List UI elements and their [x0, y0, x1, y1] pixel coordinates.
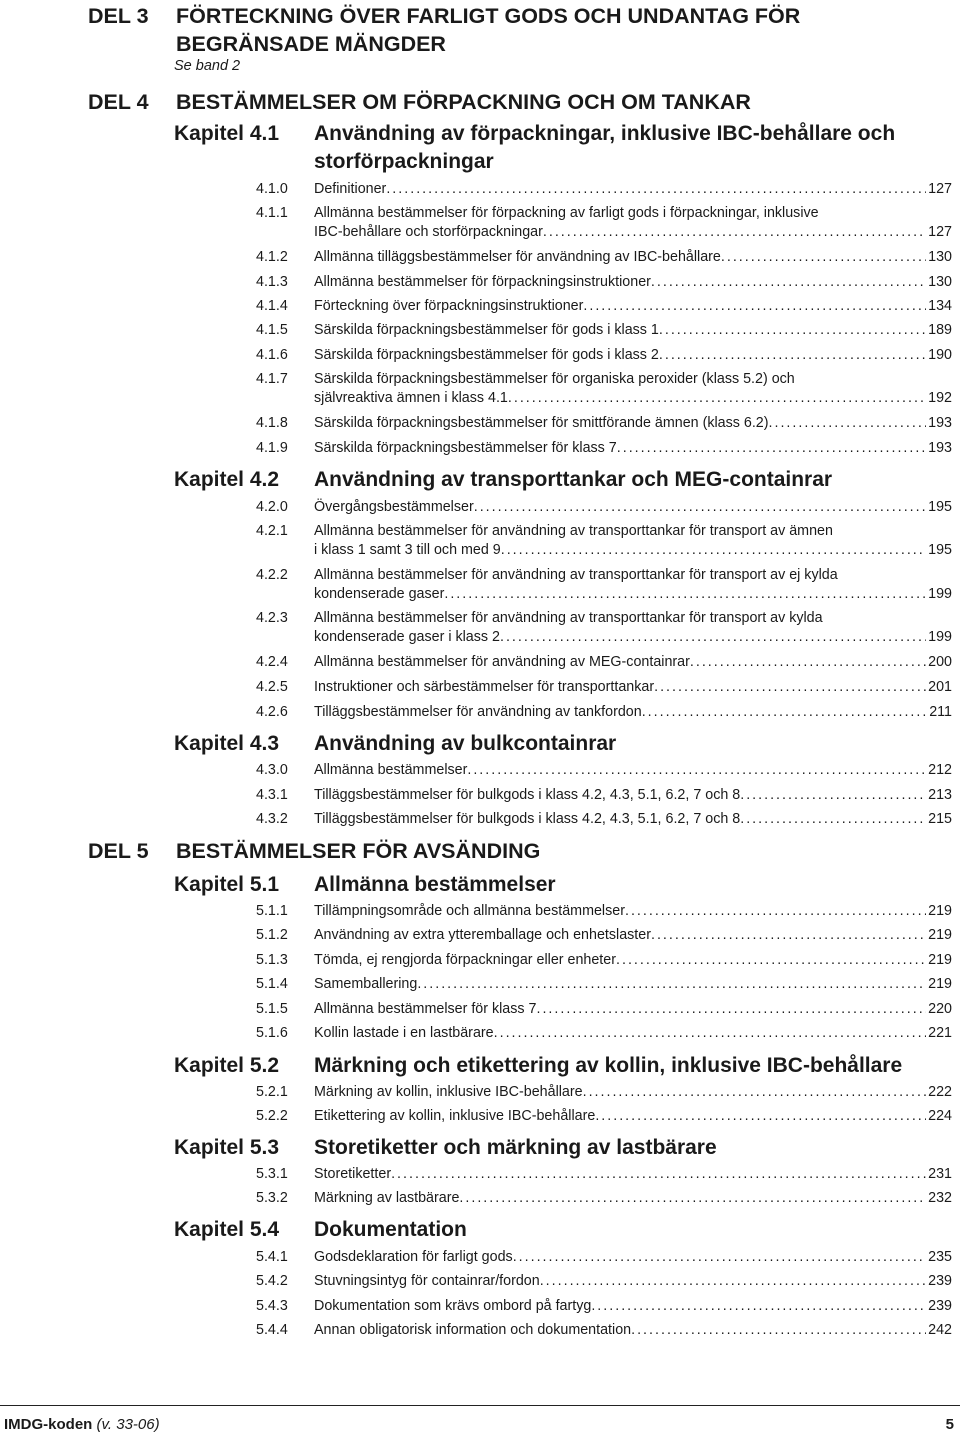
section-title: Kollin lastade i en lastbärare: [314, 1025, 494, 1041]
dot-leader: [740, 786, 926, 805]
page-number: 215: [928, 811, 952, 827]
part-heading-del3: [88, 2, 800, 58]
page-number: 189: [928, 322, 952, 338]
page-number: 199: [928, 628, 952, 645]
page-number: 200: [928, 654, 952, 670]
section-title-line1: Allmänna bestämmelser för användning av transporttankar för transport av ej kylda: [314, 567, 838, 583]
page-number: 193: [928, 440, 952, 456]
section-title: Tillämpningsområde och allmänna bestämmelser: [314, 903, 625, 919]
chapter-label: Kapitel 5.4: [174, 1218, 280, 1241]
section-number: 4.2.0: [256, 499, 288, 515]
section-title: Instruktioner och särbestämmelser för transporttankar: [314, 679, 655, 695]
section-title: Användning av extra ytteremballage och enhetslaster: [314, 927, 651, 943]
page-number: 219: [928, 903, 952, 919]
section-title: Märkning av kollin, inklusive IBC-behållare: [314, 1084, 583, 1100]
dot-leader: [508, 389, 926, 408]
chapter-label: Kapitel 5.1: [174, 873, 280, 896]
dot-leader: [583, 1083, 927, 1102]
section-number: 4.1.7: [256, 371, 288, 387]
part-number: DEL 4: [88, 90, 149, 114]
chapter-label: Kapitel 4.2: [174, 468, 280, 491]
section-title: Allmänna bestämmelser för klass 7: [314, 1001, 537, 1017]
page-number: 242: [928, 1322, 952, 1338]
dot-leader: [391, 1165, 926, 1184]
page-number: 134: [928, 298, 952, 314]
section-title: Särskilda förpackningsbestämmelser för smittförande ämnen (klass 6.2): [314, 415, 769, 431]
dot-leader: [467, 761, 926, 780]
section-number: 4.3.0: [256, 762, 288, 778]
section-number: 5.1.5: [256, 1001, 288, 1017]
chapter-title: Dokumentation: [314, 1218, 467, 1241]
section-number: 4.2.5: [256, 679, 288, 695]
section-number: 4.1.6: [256, 347, 288, 363]
part-number: DEL 3: [88, 4, 149, 28]
page-number: 195: [928, 541, 952, 558]
dot-leader: [444, 585, 926, 604]
page-number: 221: [928, 1025, 952, 1041]
dot-leader: [494, 1024, 927, 1043]
section-title: självreaktiva ämnen i klass 4.1: [314, 389, 508, 406]
section-number: 4.3.1: [256, 787, 288, 803]
section-number: 4.1.9: [256, 440, 288, 456]
dot-leader: [617, 439, 926, 458]
dot-leader: [591, 1297, 926, 1316]
section-title: Förteckning över förpackningsinstruktioner: [314, 298, 584, 314]
section-title: Märkning av lastbärare: [314, 1190, 460, 1206]
section-title: IBC-behållare och storförpackningar: [314, 223, 543, 240]
part-title-line2: BEGRÄNSADE MÄNGDER: [176, 32, 446, 56]
page-number: 219: [928, 927, 952, 943]
part-heading-del5: [88, 837, 540, 865]
chapter-title: Användning av transporttankar och MEG-containrar: [314, 468, 833, 491]
section-title: Stuvningsintyg för containrar/fordon: [314, 1273, 540, 1289]
chapter-label: Kapitel 4.1: [174, 122, 280, 145]
dot-leader: [474, 498, 926, 517]
section-title: Särskilda förpackningsbestämmelser för gods i klass 1: [314, 322, 659, 338]
page-number: 220: [928, 1001, 952, 1017]
dot-leader: [540, 1272, 926, 1291]
section-number: 4.2.6: [256, 704, 288, 720]
chapter-title: Allmänna bestämmelser: [314, 873, 556, 896]
part-heading-del4: [88, 88, 751, 116]
chapter-title: Märkning och etikettering av kollin, inklusive IBC-behållare: [314, 1054, 903, 1077]
page-number: 239: [928, 1273, 952, 1289]
dot-leader: [769, 414, 927, 433]
section-title: Tilläggsbestämmelser för bulkgods i klass 4.2, 4.3, 5.1, 6.2, 7 och 8: [314, 811, 741, 827]
section-title: kondenserade gaser i klass 2: [314, 628, 500, 645]
part-note: Se band 2: [174, 58, 241, 74]
section-title: Godsdeklaration för farligt gods: [314, 1249, 513, 1265]
part-number: DEL 5: [88, 839, 149, 863]
section-number: 4.2.4: [256, 654, 288, 670]
dot-leader: [417, 975, 926, 994]
section-title: Definitioner: [314, 181, 387, 197]
page-number: 235: [928, 1249, 952, 1265]
section-number: 4.1.4: [256, 298, 288, 314]
section-title: Annan obligatorisk information och dokumentation: [314, 1322, 632, 1338]
section-number: 5.2.2: [256, 1108, 288, 1124]
dot-leader: [659, 321, 926, 340]
page-number: 239: [928, 1298, 952, 1314]
section-title: Allmänna tilläggsbestämmelser för användning av IBC-behållare: [314, 249, 721, 265]
page-number: 127: [928, 181, 952, 197]
dot-leader: [616, 951, 926, 970]
page-number: 231: [928, 1166, 952, 1182]
dot-leader: [536, 1000, 926, 1019]
section-title-line1: Allmänna bestämmelser för förpackning av farligt gods i förpackningar, inklusive: [314, 205, 819, 221]
dot-leader: [721, 248, 926, 267]
section-title: i klass 1 samt 3 till och med 9: [314, 541, 501, 558]
section-number: 5.4.3: [256, 1298, 288, 1314]
dot-leader: [501, 541, 926, 560]
chapter-label: Kapitel 4.3: [174, 732, 280, 755]
part-title: BESTÄMMELSER FÖR AVSÄNDING: [176, 839, 541, 863]
section-number: 4.2.2: [256, 567, 288, 583]
chapter-title: Användning av bulkcontainrar: [314, 732, 617, 755]
dot-leader: [631, 1321, 926, 1340]
dot-leader: [659, 346, 926, 365]
section-title-line1: Allmänna bestämmelser för användning av transporttankar för transport av kylda: [314, 610, 823, 626]
section-number: 4.2.1: [256, 523, 288, 539]
chapter-title: Användning av förpackningar, inklusive IBC-behållare och storförpackningar: [314, 122, 896, 173]
section-title: Samemballering: [314, 976, 418, 992]
dot-leader: [690, 653, 926, 672]
footer-page-number: 5: [945, 1416, 954, 1433]
section-number: 4.3.2: [256, 811, 288, 827]
section-number: 4.1.8: [256, 415, 288, 431]
section-title-line1: Särskilda förpackningsbestämmelser för organiska peroxider (klass 5.2) och: [314, 371, 795, 387]
section-number: 4.2.3: [256, 610, 288, 626]
part-title: BESTÄMMELSER OM FÖRPACKNING OCH OM TANKAR: [176, 90, 751, 114]
section-title: Storetiketter: [314, 1166, 392, 1182]
dot-leader: [651, 926, 926, 945]
page-number: 211: [929, 704, 952, 720]
footer-doc-title: [4, 1416, 160, 1433]
section-number: 5.4.4: [256, 1322, 288, 1338]
dot-leader: [513, 1248, 926, 1267]
page-number: 193: [928, 415, 952, 431]
section-number: 4.1.2: [256, 249, 288, 265]
doc-version: (v. 33-06): [96, 1416, 160, 1433]
dot-leader: [500, 628, 926, 647]
chapter-label: Kapitel 5.2: [174, 1054, 280, 1077]
page-number: 190: [928, 347, 952, 363]
doc-name: IMDG-koden: [4, 1416, 93, 1433]
page-number: 219: [928, 952, 952, 968]
section-title: Tömda, ej rengjorda förpackningar eller enheter: [314, 952, 616, 968]
page-number: 192: [928, 389, 952, 406]
section-number: 5.3.1: [256, 1166, 288, 1182]
page-number: 130: [928, 274, 952, 290]
page-number: 195: [928, 499, 952, 515]
section-number: 5.4.1: [256, 1249, 288, 1265]
section-number: 5.1.1: [256, 903, 288, 919]
section-number: 5.1.4: [256, 976, 288, 992]
dot-leader: [386, 180, 926, 199]
section-title: Allmänna bestämmelser för användning av MEG-containrar: [314, 654, 690, 670]
section-title: Etikettering av kollin, inklusive IBC-behållare: [314, 1108, 596, 1124]
dot-leader: [642, 703, 928, 722]
section-title: Övergångsbestämmelser: [314, 499, 474, 515]
dot-leader: [625, 902, 926, 921]
dot-leader: [654, 678, 926, 697]
section-number: 4.1.3: [256, 274, 288, 290]
chapter-label: Kapitel 5.3: [174, 1136, 280, 1159]
section-title: kondenserade gaser: [314, 585, 445, 602]
dot-leader: [583, 297, 926, 316]
section-number: 5.3.2: [256, 1190, 288, 1206]
footer-rule: [0, 1405, 960, 1406]
page-number: 199: [928, 585, 952, 602]
section-number: 5.1.2: [256, 927, 288, 943]
page-number: 201: [928, 679, 952, 695]
section-number: 5.2.1: [256, 1084, 288, 1100]
section-number: 5.1.6: [256, 1025, 288, 1041]
section-number: 4.1.5: [256, 322, 288, 338]
section-title: Särskilda förpackningsbestämmelser för klass 7: [314, 440, 617, 456]
page-number: 212: [928, 762, 952, 778]
dot-leader: [595, 1107, 926, 1126]
page-number: 222: [928, 1084, 952, 1100]
dot-leader: [543, 223, 926, 242]
page-number: 127: [928, 223, 952, 240]
section-number: 4.1.0: [256, 181, 288, 197]
section-number: 4.1.1: [256, 205, 288, 221]
chapter-title: Storetiketter och märkning av lastbärare: [314, 1136, 717, 1159]
section-title: Tilläggsbestämmelser för bulkgods i klass 4.2, 4.3, 5.1, 6.2, 7 och 8: [314, 787, 741, 803]
dot-leader: [651, 273, 926, 292]
page-number: 130: [928, 249, 952, 265]
dot-leader: [459, 1189, 926, 1208]
section-title: Dokumentation som krävs ombord på fartyg: [314, 1298, 592, 1314]
page-number: 219: [928, 976, 952, 992]
page-number: 224: [928, 1108, 952, 1124]
page-number: 232: [928, 1190, 952, 1206]
section-title: Allmänna bestämmelser för förpackningsinstruktioner: [314, 274, 651, 290]
dot-leader: [740, 810, 926, 829]
section-number: 5.1.3: [256, 952, 288, 968]
section-title-line1: Allmänna bestämmelser för användning av transporttankar för transport av ämnen: [314, 523, 833, 539]
section-title: Särskilda förpackningsbestämmelser för gods i klass 2: [314, 347, 659, 363]
page-number: 213: [928, 787, 952, 803]
section-number: 5.4.2: [256, 1273, 288, 1289]
part-title-line1: FÖRTECKNING ÖVER FARLIGT GODS OCH UNDANTAG FÖR: [176, 4, 801, 28]
section-title: Tilläggsbestämmelser för användning av tankfordon: [314, 704, 642, 720]
section-title: Allmänna bestämmelser: [314, 762, 468, 778]
